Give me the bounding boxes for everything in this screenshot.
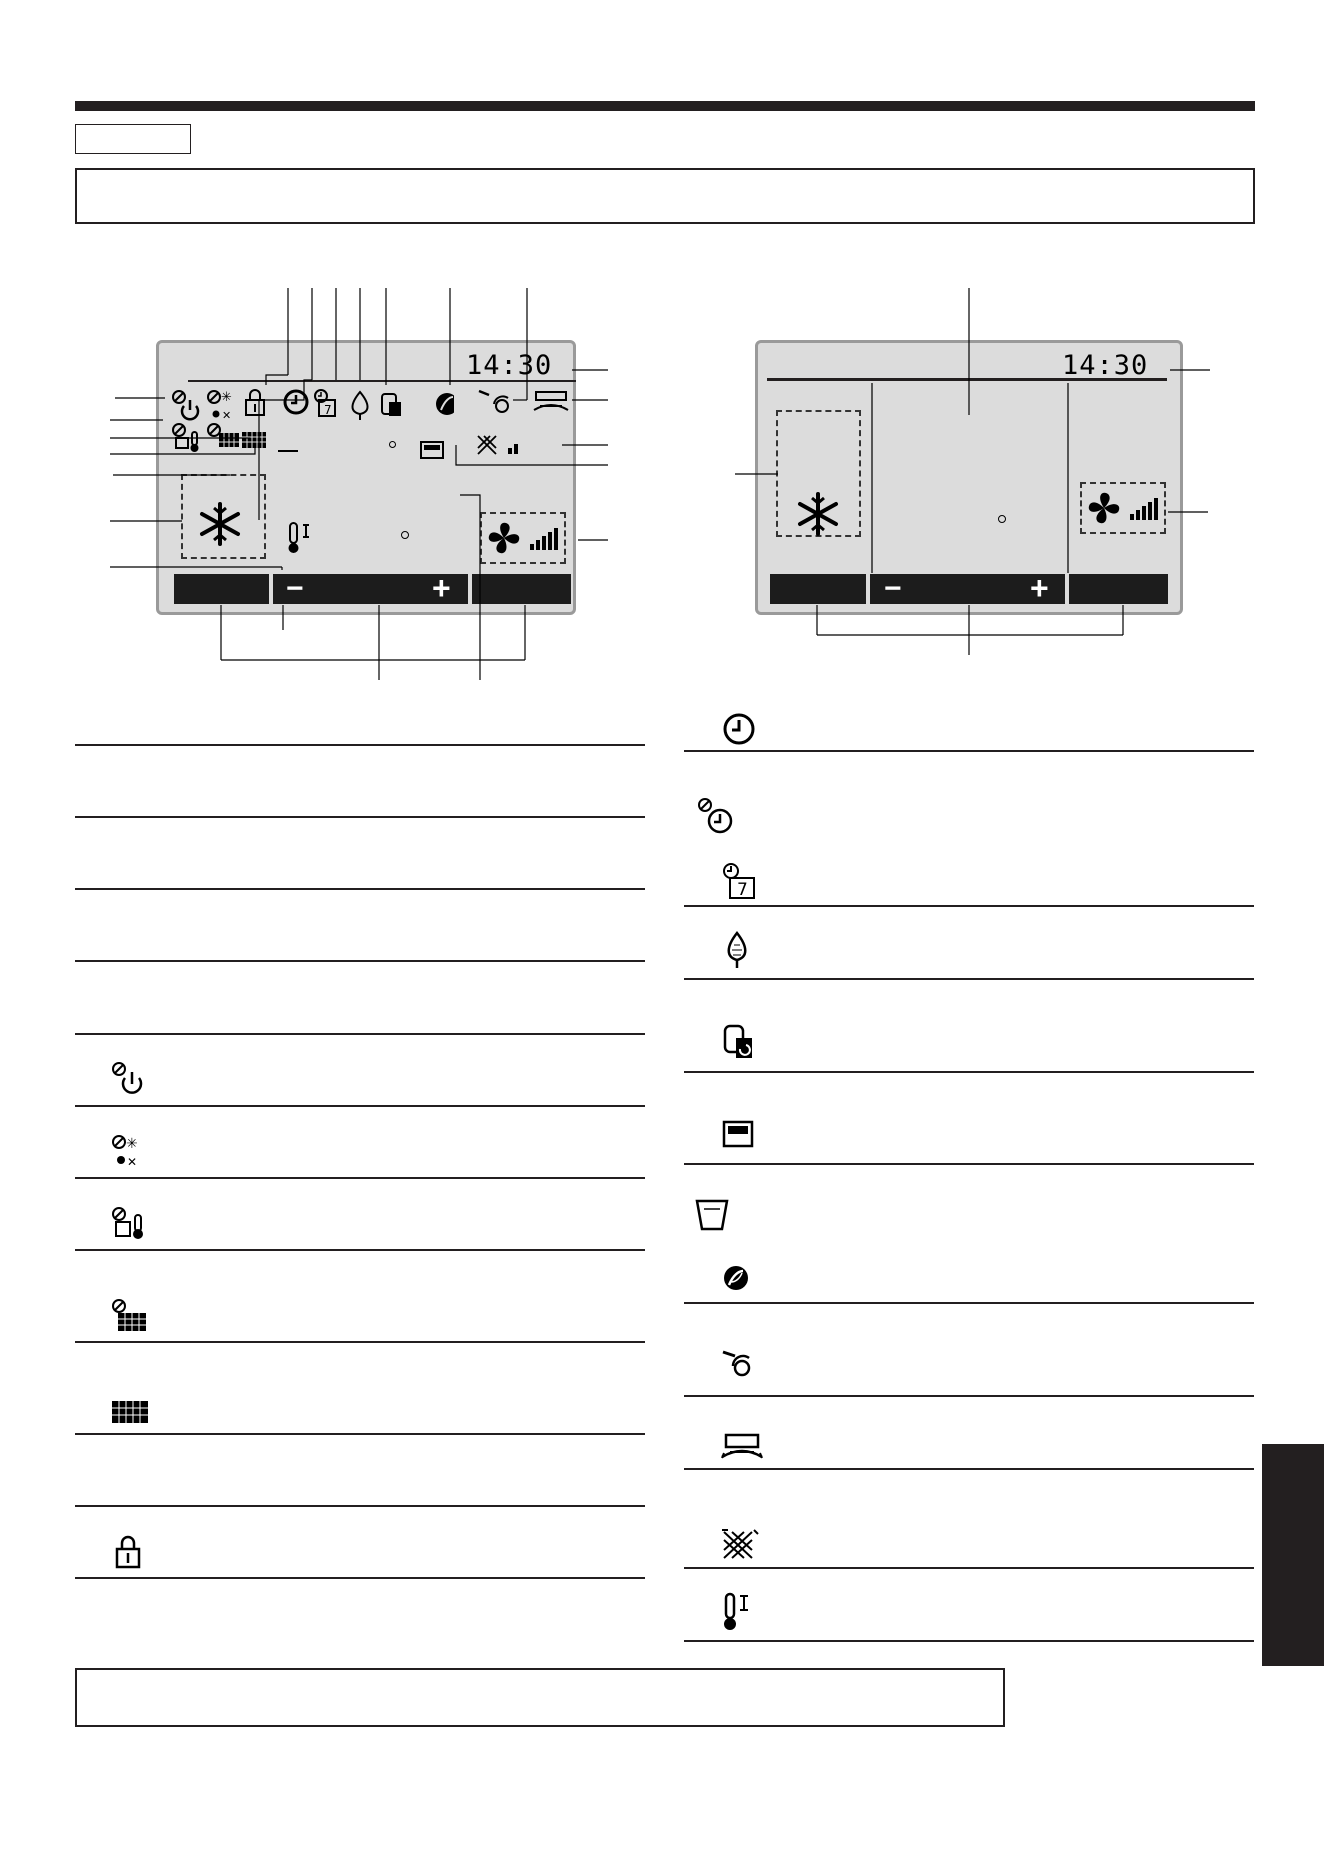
lock-icon [114,1535,142,1569]
clock-icon [722,712,756,746]
list-divider [75,1341,645,1343]
list-divider [75,1433,645,1435]
plus-label: + [432,570,451,606]
filter-icon [724,930,750,970]
list-divider [684,1395,1254,1397]
note-box [75,1668,1005,1727]
minus-label: − [884,572,902,605]
list-divider [684,1567,1254,1569]
list-divider [684,1302,1254,1304]
filter-maintenance-icon [722,1022,754,1060]
list-divider [684,978,1254,980]
side-tab [1262,1444,1324,1666]
list-divider [75,1105,645,1107]
list-divider [75,888,645,890]
airflow-icon [720,1348,756,1380]
cup-icon [694,1197,730,1233]
list-divider [75,1033,645,1035]
list-divider [75,816,645,818]
ventilation-icon [110,1399,150,1425]
prohibit-timer-icon [696,796,736,836]
section-title-box [75,168,1255,224]
list-divider [684,1163,1254,1165]
econo-icon [722,1264,750,1292]
display-clock: 14:30 [1062,350,1149,381]
sensor-icon [722,1592,752,1634]
svg-text:✳: ✳ [221,390,232,405]
list-divider [75,1577,645,1579]
header-rule [75,101,1255,111]
list-divider [75,744,645,746]
prohibit-on-off-icon [110,1060,150,1096]
callout-lines-left [100,285,620,680]
display-clock: 14:30 [466,350,553,381]
vane-icon [720,1528,760,1562]
svg-text:✕: ✕ [222,409,232,422]
callout-lines-right [720,285,1240,665]
error-icon [722,1120,754,1148]
svg-text:7: 7 [737,880,748,900]
list-divider [75,1505,645,1507]
list-divider [75,1249,645,1251]
prohibit-temp-icon [110,1205,150,1241]
list-divider [684,750,1254,752]
list-divider [684,1640,1254,1642]
minus-label: − [286,572,304,605]
list-divider [75,1177,645,1179]
svg-text:✕: ✕ [127,1155,138,1169]
weekly-timer-icon [722,862,758,900]
section-tag-box [75,124,191,154]
list-divider [75,960,645,962]
svg-text:7: 7 [324,403,332,417]
list-divider [684,1071,1254,1073]
prohibit-fan-icon [110,1297,150,1333]
prohibit-mode-icon [110,1133,150,1169]
svg-text:✳: ✳ [126,1136,138,1152]
list-divider [684,1468,1254,1470]
plus-label: + [1030,570,1049,606]
list-divider [684,905,1254,907]
louver-icon [720,1433,764,1463]
